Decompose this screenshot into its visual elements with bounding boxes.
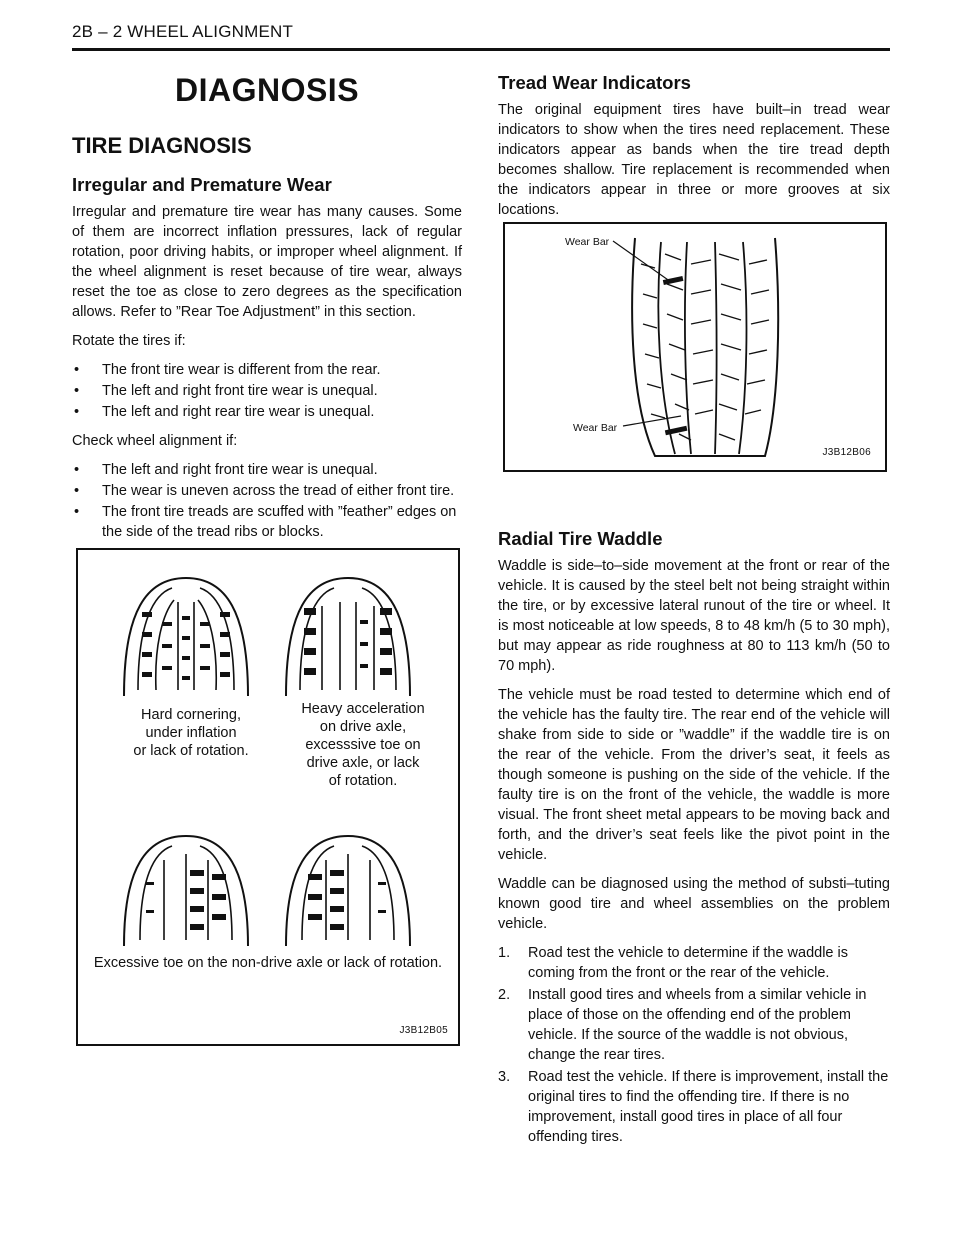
wear-bar-label-bottom: Wear Bar	[573, 422, 618, 434]
page-header	[72, 22, 890, 51]
list-item: • The left and right front tire wear is unequal.	[72, 460, 462, 480]
list-item: • The front tire wear is different from the rear.	[72, 360, 462, 380]
list-item: • The left and right front tire wear is unequal.	[72, 381, 462, 401]
caption-bottom: Excessive toe on the non-drive axle or lack of rotation.	[93, 955, 443, 971]
section-title: TIRE DIAGNOSIS	[72, 133, 252, 158]
intro-paragraph: Irregular and premature tire wear has many causes. Some of them are incorrect inflation pressures, lack of regular rotation, poor driving habits, or improper wheel alignment. If the wheel alignment is reset because of tire wear, always reset the toe as close to zero degrees as the specification allows. Refer to ”Rear Toe Adjustment” in this section.	[72, 204, 462, 320]
tread-wear-title: Tread Wear Indicators	[498, 72, 691, 93]
tire-wear-figure	[76, 548, 460, 1046]
tire-illustration-top-left	[116, 572, 256, 698]
wear-bar-label-top: Wear Bar	[565, 236, 610, 248]
caption-top-left: Hard cornering, under inflation or lack of rotation.	[133, 707, 249, 759]
left-column	[72, 60, 462, 551]
check-list	[72, 460, 462, 542]
list-item: 2. Install good tires and wheels from a similar vehicle in place of those on the offending end of the problem vehicle. If the source of the waddle is not obvious, change the rear tires.	[498, 987, 867, 1063]
waddle-paragraph-1: Waddle is side–to–side movement at the front or rear of the vehicle. It is caused by the steel belt not being straight within the tire, or by excessive lateral runout of the tire or wheel. It is most noticeable at low speeds, 8 to 48 km/h (5 to 30 mph), but may appear as ride roughness at 80 to 113 km/h (50 to 70 mph).	[498, 558, 890, 674]
waddle-paragraph-3: Waddle can be diagnosed using the method of substi–tuting known good tire and wheel assemblies on the problem vehicle.	[498, 876, 890, 932]
wear-bar-leader-lines	[505, 224, 885, 470]
subsection-title: Irregular and Premature Wear	[72, 174, 332, 195]
list-item: • The left and right rear tire wear is unequal.	[72, 402, 462, 422]
tire-illustration-bottom-left	[116, 830, 256, 948]
list-item: 1. Road test the vehicle to determine if the waddle is coming from the front or the rear of the vehicle.	[498, 945, 848, 981]
page-title: DIAGNOSIS	[174, 72, 360, 108]
list-item: • The wear is uneven across the tread of either front tire.	[72, 481, 462, 501]
list-item: 3. Road test the vehicle. If there is improvement, install the original tires to find the offending tire. If there is no improvement, install good tires in place of all four offending tires.	[498, 1069, 889, 1145]
tire-illustration-bottom-right	[278, 830, 418, 948]
tire-illustration-top-right	[278, 572, 418, 698]
waddle-paragraph-2: The vehicle must be road tested to determine which end of the vehicle has the faulty tire. The rear end of the vehicle will shake from side to side or ”waddle” if the waddle tire is on the rear of the vehicle. From the driver’s seat, it feels as though someone is pushing on the side of the vehicle. If the faulty tire is on the front of the vehicle, the waddle is more visual. The front sheet metal appears to be moving back and forth, and the driver’s seat feels like the pivot point in the vehicle.	[498, 687, 890, 863]
waddle-steps	[498, 943, 890, 1147]
caption-top-right: Heavy acceleration on drive axle, excesssive toe on drive axle, or lack of rotation.	[301, 701, 425, 789]
radial-waddle-title: Radial Tire Waddle	[498, 528, 663, 549]
list-item: • The front tire treads are scuffed with ”feather” edges on the side of the tread ribs or blocks.	[72, 502, 462, 542]
header-title: 2B – 2 WHEEL ALIGNMENT	[72, 22, 294, 41]
figure-code: J3B12B05	[399, 1025, 448, 1036]
rotate-list	[72, 360, 462, 422]
figure-code: J3B12B06	[822, 447, 871, 458]
rotate-intro: Rotate the tires if:	[72, 333, 186, 349]
check-intro: Check wheel alignment if:	[72, 433, 238, 449]
tread-wear-paragraph: The original equipment tires have built–in tread wear indicators to show when the tires need replacement. These indicators appear as bands when the tire tread depth becomes shallow. Tire replacement is recommended when the indicators appear in three or more grooves at six locations.	[498, 102, 890, 218]
wear-bar-figure	[503, 222, 887, 472]
